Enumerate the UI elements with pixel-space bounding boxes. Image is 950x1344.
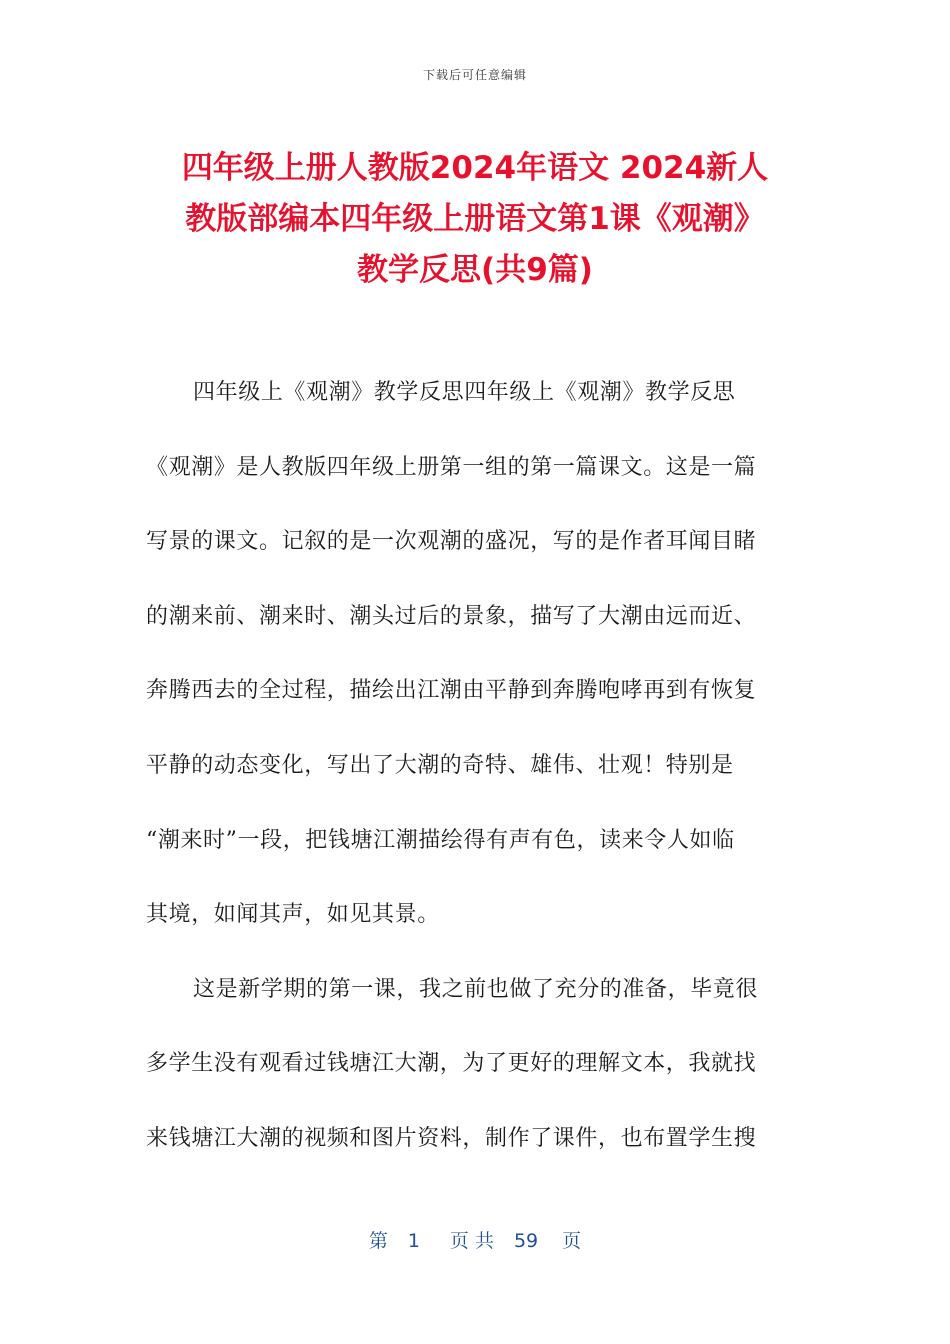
page-footer	[0, 1226, 950, 1253]
footer-current-page: 1	[407, 1230, 420, 1252]
body-line: 其境，如闻其声，如见其景。	[146, 902, 440, 928]
body-line: 写景的课文。记叙的是一次观潮的盛况，写的是作者耳闻目睹	[146, 529, 757, 555]
title-line-1: 四年级上册人教版2024年语文 2024新人	[181, 150, 769, 186]
body-line: 平静的动态变化，写出了大潮的奇特、雄伟、壮观！特别是	[146, 752, 734, 778]
body-line: 来钱塘江大潮的视频和图片资料，制作了课件，也布置学生搜	[146, 1125, 757, 1151]
footer-prefix: 第	[368, 1230, 388, 1252]
title-line-3: 教学反思(共9篇)	[357, 252, 593, 288]
footer-total-pages: 59	[513, 1230, 539, 1252]
footer-middle: 页 共	[449, 1230, 494, 1252]
body-line: 《观潮》是人教版四年级上册第一组的第一篇课文。这是一篇	[146, 454, 757, 480]
footer-suffix: 页	[562, 1230, 582, 1252]
header-note: 下载后可任意编辑	[422, 68, 527, 82]
body-line: “潮来时”一段，把钱塘江潮描绘得有声有色，读来令人如临	[146, 827, 735, 853]
body-line: 四年级上《观潮》教学反思四年级上《观潮》教学反思	[193, 380, 736, 405]
body-line: 奔腾西去的全过程，描绘出江潮由平静到奔腾咆哮再到有恢复	[146, 678, 757, 704]
body-line: 的潮来前、潮来时、潮头过后的景象，描写了大潮由远而近、	[146, 603, 757, 629]
document-body	[146, 374, 806, 1195]
body-line: 这是新学期的第一课，我之前也做了充分的准备，毕竟很	[193, 976, 759, 1002]
body-line: 多学生没有观看过钱塘江大潮，为了更好的理解文本，我就找	[146, 1051, 757, 1077]
document-title	[140, 143, 810, 296]
title-line-2: 教版部编本四年级上册语文第1课《观潮》	[185, 201, 765, 237]
